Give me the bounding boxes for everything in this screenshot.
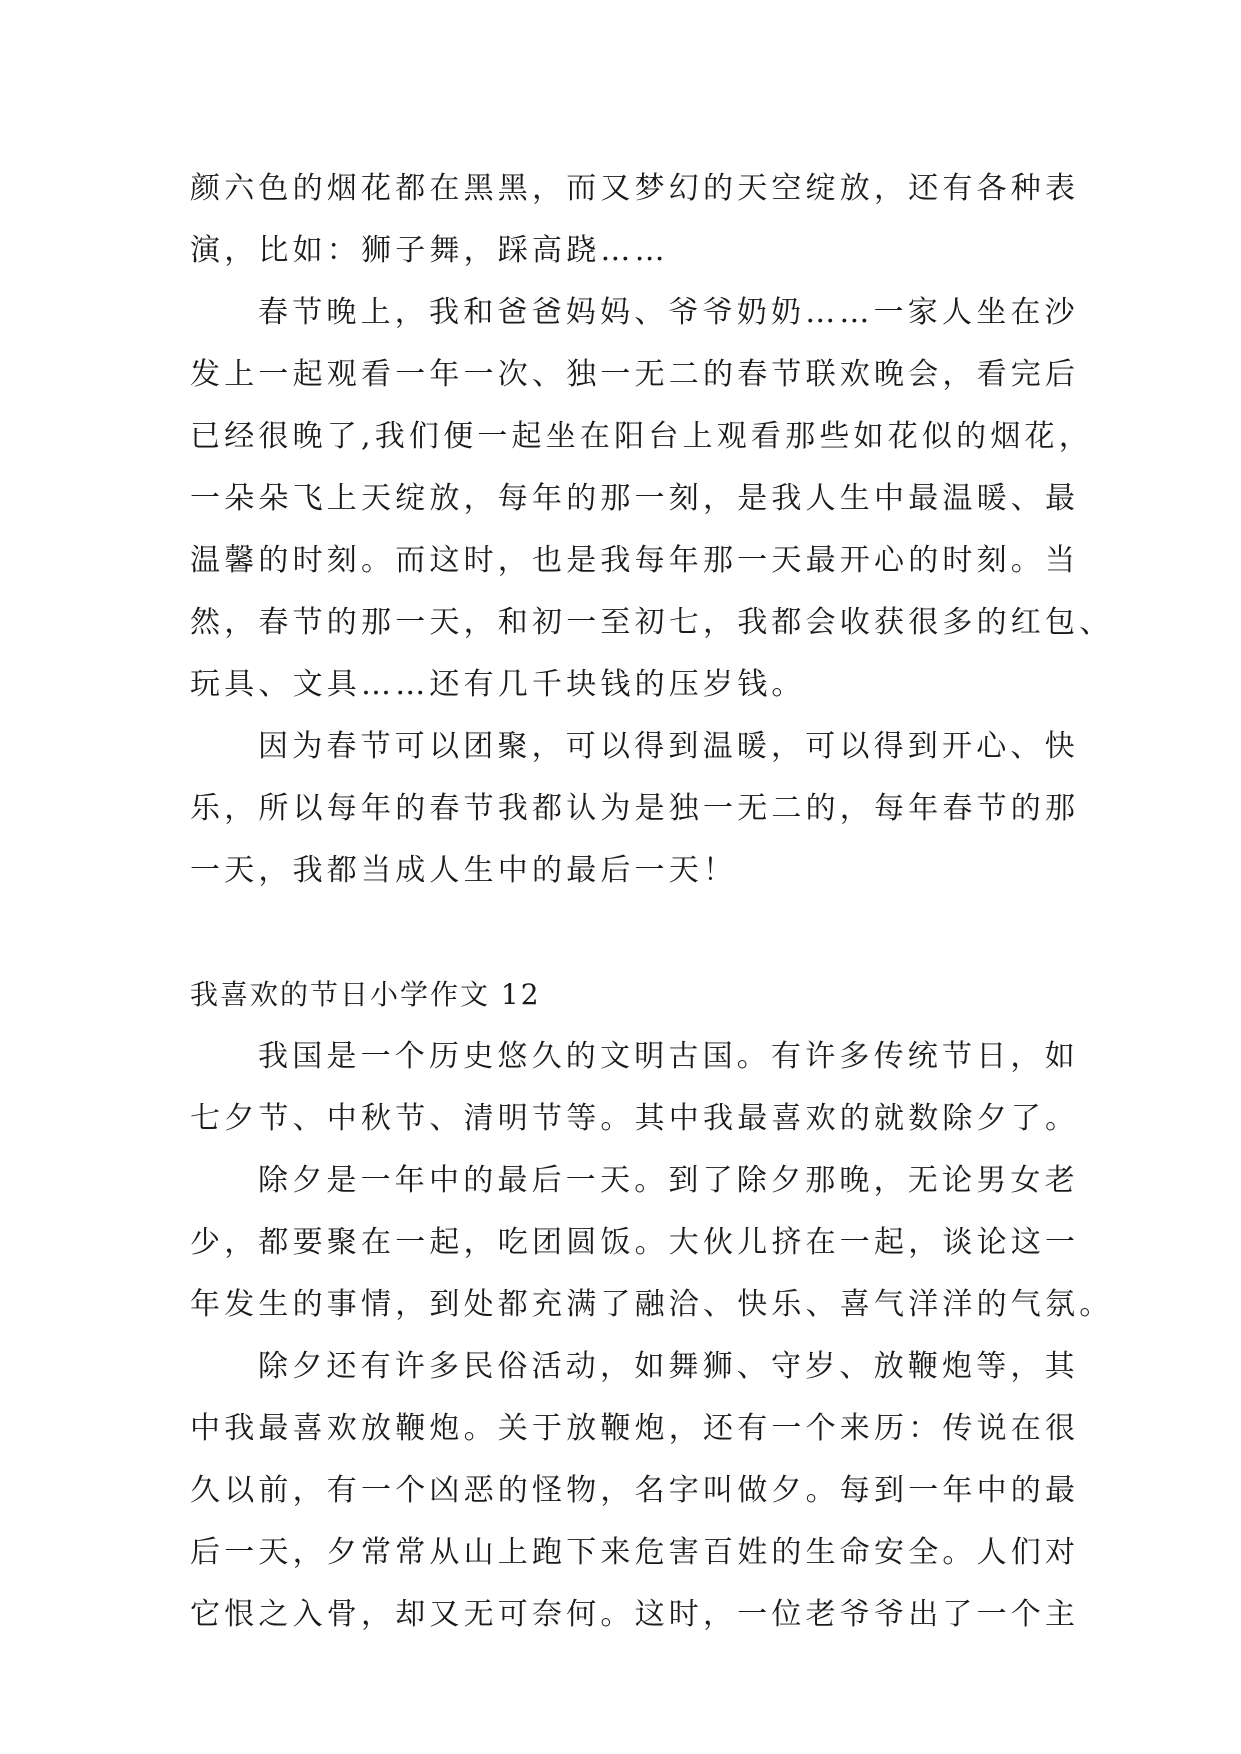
text-line: 颜六色的烟花都在黑黑，而又梦幻的天空绽放，还有各种表: [190, 171, 1080, 206]
text-line: 春节晚上，我和爸爸妈妈、爷爷奶奶……一家人坐在沙: [258, 295, 1079, 330]
section-gap: [190, 902, 1070, 964]
paragraph-firecrackers: [190, 1336, 1080, 1646]
text-line: 年发生的事情，到处都充满了融洽、快乐、喜气洋洋的气氛。: [190, 1287, 1114, 1322]
text-line: 乐，所以每年的春节我都认为是独一无二的，每年春节的那: [190, 791, 1080, 826]
text-line: 中我最喜欢放鞭炮。关于放鞭炮，还有一个来历：传说在很: [190, 1411, 1080, 1446]
text-line: 已经很晚了,我们便一起坐在阳台上观看那些如花似的烟花，: [190, 419, 1093, 454]
text-line: 久以前，有一个凶恶的怪物，名字叫做夕。每到一年中的最: [190, 1473, 1080, 1508]
text-line: 演，比如：狮子舞，踩高跷……: [190, 233, 669, 268]
paragraph-fireworks: [190, 158, 1080, 282]
text-line: 玩具、文具……还有几千块钱的压岁钱。: [190, 667, 806, 702]
text-line: 除夕是一年中的最后一天。到了除夕那晚，无论男女老: [258, 1163, 1079, 1198]
paragraph-new-years-eve: [190, 1150, 1114, 1336]
text-line: 然，春节的那一天，和初一至初七，我都会收获很多的红包、: [190, 605, 1114, 640]
text-line: 七夕节、中秋节、清明节等。其中我最喜欢的就数除夕了。: [190, 1101, 1080, 1136]
paragraph-intro: [190, 1026, 1080, 1150]
essay-title: 我喜欢的节日小学作文 12: [190, 978, 541, 1011]
text-line: 后一天，夕常常从山上跑下来危害百姓的生命安全。人们对: [190, 1535, 1080, 1570]
text-line: 因为春节可以团聚，可以得到温暖，可以得到开心、快: [258, 729, 1079, 764]
text-line: 发上一起观看一年一次、独一无二的春节联欢晚会，看完后: [190, 357, 1080, 392]
paragraph-spring-festival-evening: [190, 282, 1114, 716]
text-line: 除夕还有许多民俗活动，如舞狮、守岁、放鞭炮等，其: [258, 1349, 1079, 1384]
text-line: 我国是一个历史悠久的文明古国。有许多传统节日，如: [258, 1039, 1079, 1074]
text-line: 温馨的时刻。而这时，也是我每年那一天最开心的时刻。当: [190, 543, 1080, 578]
text-line: 少，都要聚在一起，吃团圆饭。大伙儿挤在一起，谈论这一: [190, 1225, 1080, 1260]
text-line: 一朵朵飞上天绽放，每年的那一刻，是我人生中最温暖、最: [190, 481, 1080, 516]
text-line: 一天，我都当成人生中的最后一天！: [190, 853, 738, 888]
text-line: 它恨之入骨，却又无可奈何。这时，一位老爷爷出了一个主: [190, 1597, 1080, 1632]
paragraph-conclusion: [190, 716, 1080, 902]
document-body: [190, 158, 1114, 1646]
